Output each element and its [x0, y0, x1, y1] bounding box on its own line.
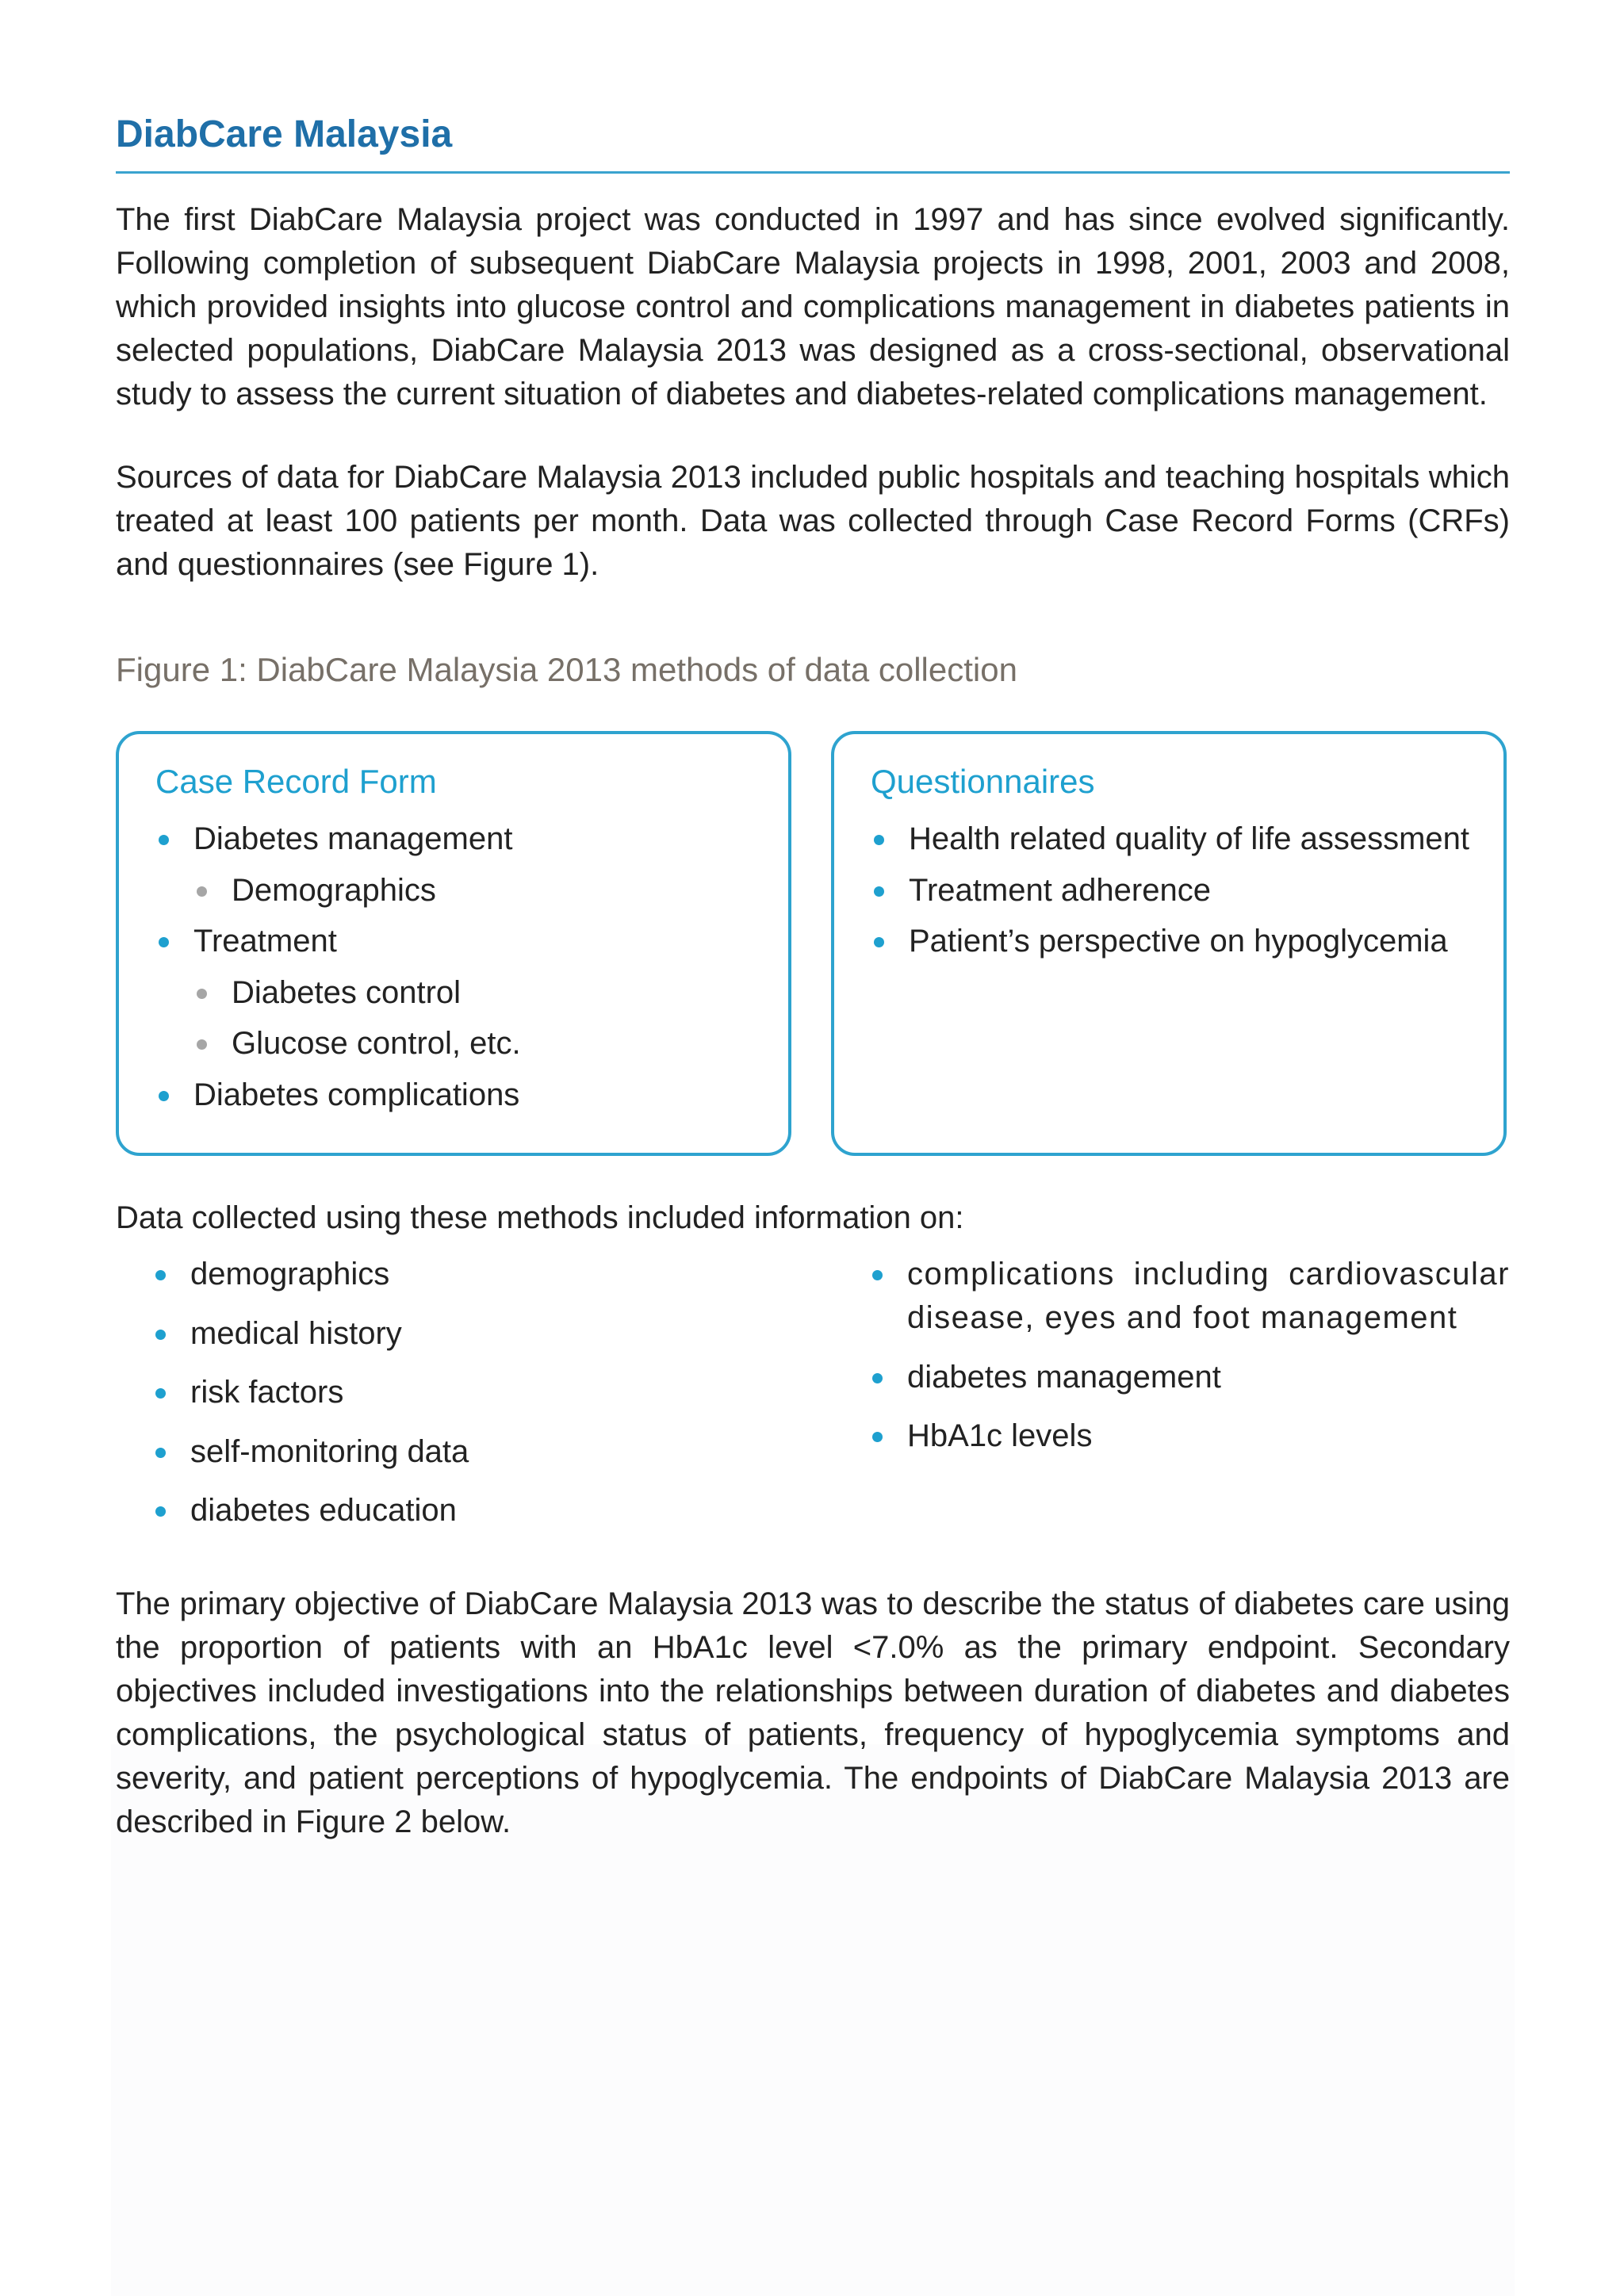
questionnaires-box — [831, 731, 1507, 1156]
list-item — [869, 1356, 1510, 1399]
list-item-label: HbA1c levels — [907, 1418, 1093, 1453]
bullet-icon — [872, 1432, 883, 1442]
sources-paragraph: Sources of data for DiabCare Malaysia 2013 included public hospitals and teaching hospitals which treated at least 100 patients per month. Data was collected through Case Record Forms (CRFs) and questionnaires (see Figure 1). — [116, 460, 1510, 582]
list-item-label: Diabetes management — [193, 821, 513, 856]
objectives-paragraph: The primary objective of DiabCare Malaysia 2013 was to describe the status of diabetes care using the proportion of patients with an HbA1c level <7.0% as the primary endpoint. Secondary objectives included investigations into the relationships between duration of diabetes and diabetes complications, the psychological status of patients, frequency of hypoglycemia symptoms and severity, and patient perceptions of hypoglycemia. The endpoints of DiabCare Malaysia 2013 are described in Figure 2 below. — [116, 1586, 1510, 1839]
bullet-icon — [159, 835, 169, 845]
list-item — [871, 916, 1469, 967]
bullet-icon — [159, 937, 169, 947]
list-item-label: Diabetes complications — [193, 1077, 520, 1112]
bullet-icon — [155, 1270, 166, 1280]
sub-bullet-icon — [197, 989, 207, 999]
list-item — [155, 865, 521, 916]
list-item — [155, 1070, 521, 1121]
list-item — [869, 1253, 1510, 1340]
list-item-label: Demographics — [232, 872, 436, 908]
bullet-icon — [155, 1448, 166, 1458]
list-item — [155, 813, 521, 865]
sub-bullet-icon — [197, 886, 207, 897]
list-item-label: self-monitoring data — [190, 1433, 469, 1469]
list-item-label: Health related quality of life assessment — [909, 821, 1470, 856]
list-item-label: diabetes management — [907, 1359, 1221, 1395]
list-item-label: diabetes education — [190, 1493, 457, 1528]
questionnaires-list — [871, 813, 1469, 967]
list-item-label: Treatment — [193, 924, 337, 959]
list-item — [152, 1312, 787, 1356]
intro-paragraph: The first DiabCare Malaysia project was conducted in 1997 and has since evolved significantly. Following completion of subsequent DiabCare Malaysia projects in 1998, 2001, 2003 and 2008, which provided insights into glucose control and complications management in diabetes patients in selected populations, DiabCare Malaysia 2013 was designed as a cross-sectional, observational study to assess the current situation of diabetes and diabetes-related complications management. — [116, 202, 1510, 411]
data-collected-list-left — [152, 1253, 787, 1548]
sub-bullet-icon — [197, 1039, 207, 1050]
list-item — [152, 1430, 787, 1474]
list-item — [155, 1018, 521, 1070]
bullet-icon — [874, 937, 884, 947]
page-title: DiabCare Malaysia — [116, 113, 453, 155]
figure-caption: Figure 1: DiabCare Malaysia 2013 methods of data collection — [116, 651, 1017, 688]
data-collected-intro: Data collected using these methods included information on: — [116, 1200, 964, 1235]
bullet-icon — [872, 1270, 883, 1280]
list-item-label: demographics — [190, 1257, 390, 1292]
list-item — [155, 916, 521, 967]
bullet-icon — [155, 1388, 166, 1399]
list-item-label: medical history — [190, 1315, 402, 1351]
data-collected-list-right — [869, 1253, 1510, 1474]
list-item-label: Diabetes control — [232, 974, 462, 1010]
list-item — [869, 1414, 1510, 1458]
list-item-label: complications including cardiovascular disease, eyes and foot management — [907, 1257, 1510, 1335]
bullet-icon — [155, 1506, 166, 1517]
list-item-label: risk factors — [190, 1375, 344, 1410]
list-item — [871, 865, 1469, 916]
bullet-icon — [874, 835, 884, 845]
list-item-label: Glucose control, etc. — [232, 1026, 521, 1061]
list-item — [155, 967, 521, 1019]
list-item — [152, 1371, 787, 1414]
case-record-form-list — [155, 813, 521, 1120]
bullet-icon — [155, 1330, 166, 1340]
list-item-label: Patient’s perspective on hypoglycemia — [909, 924, 1448, 959]
list-item-label: Treatment adherence — [909, 872, 1211, 908]
case-record-form-title: Case Record Form — [155, 763, 437, 800]
bullet-icon — [159, 1091, 169, 1101]
list-item — [152, 1253, 787, 1296]
list-item — [152, 1489, 787, 1533]
questionnaires-title: Questionnaires — [871, 763, 1095, 800]
bullet-icon — [872, 1373, 883, 1383]
case-record-form-box — [116, 731, 791, 1156]
list-item — [871, 813, 1469, 865]
title-divider — [116, 171, 1510, 174]
bullet-icon — [874, 886, 884, 897]
